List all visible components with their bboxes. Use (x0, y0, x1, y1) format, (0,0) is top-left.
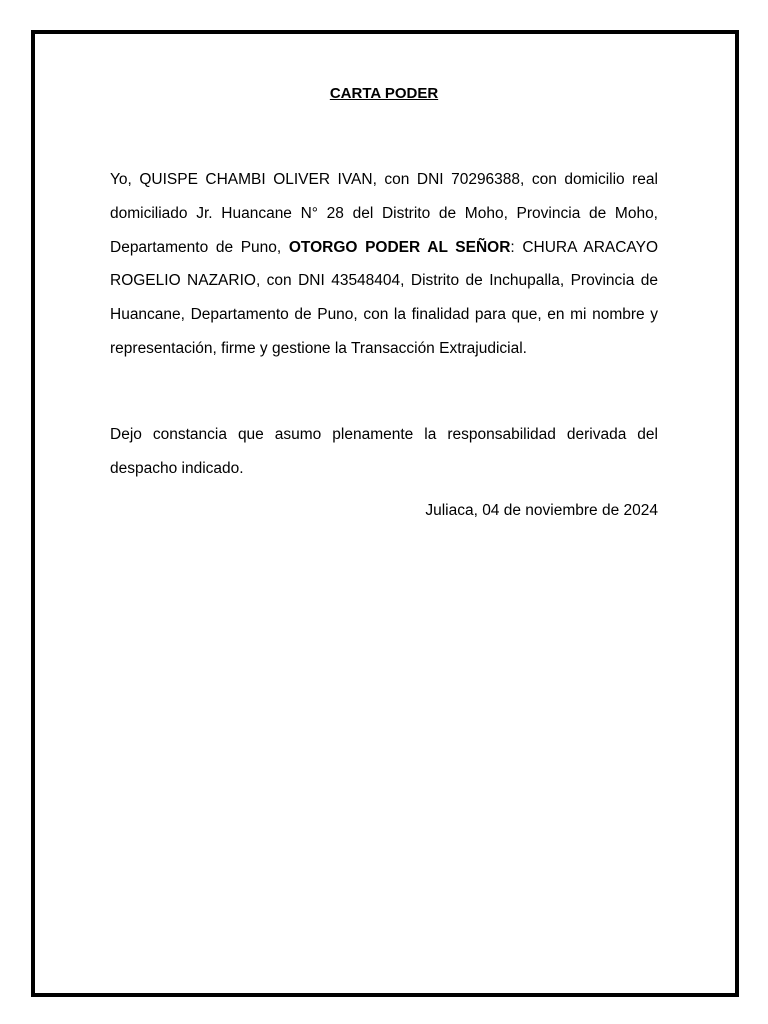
paragraph-grant-bold-phrase: OTORGO PODER AL SEÑOR (288, 238, 511, 256)
paragraph-grant-of-power (110, 163, 658, 366)
document-title: CARTA PODER (329, 85, 439, 102)
date-line: Juliaca, 04 de noviembre de 2024 (425, 502, 658, 519)
paragraph-grant-text-end: : CHURA ARACAYO ROGELIO NAZARIO, con DNI 43548404, Distrito de Inchupalla, Provincia de Huancane, Departamento de Puno, con la finalidad para que, en mi nombre y representación, firme y gestione la Transacción Extrajudicial. (110, 238, 659, 357)
paragraph-grant-text-start: Yo, QUISPE CHAMBI OLIVER IVAN, con DNI 70296388, con domicilio real domiciliado Jr. Huancane N° 28 del Distrito de Moho, Provincia de Moho, Departamento de Puno, (110, 171, 658, 256)
paragraph-responsibility: Dejo constancia que asumo plenamente la responsabilidad derivada del despacho indicado. (110, 426, 658, 477)
